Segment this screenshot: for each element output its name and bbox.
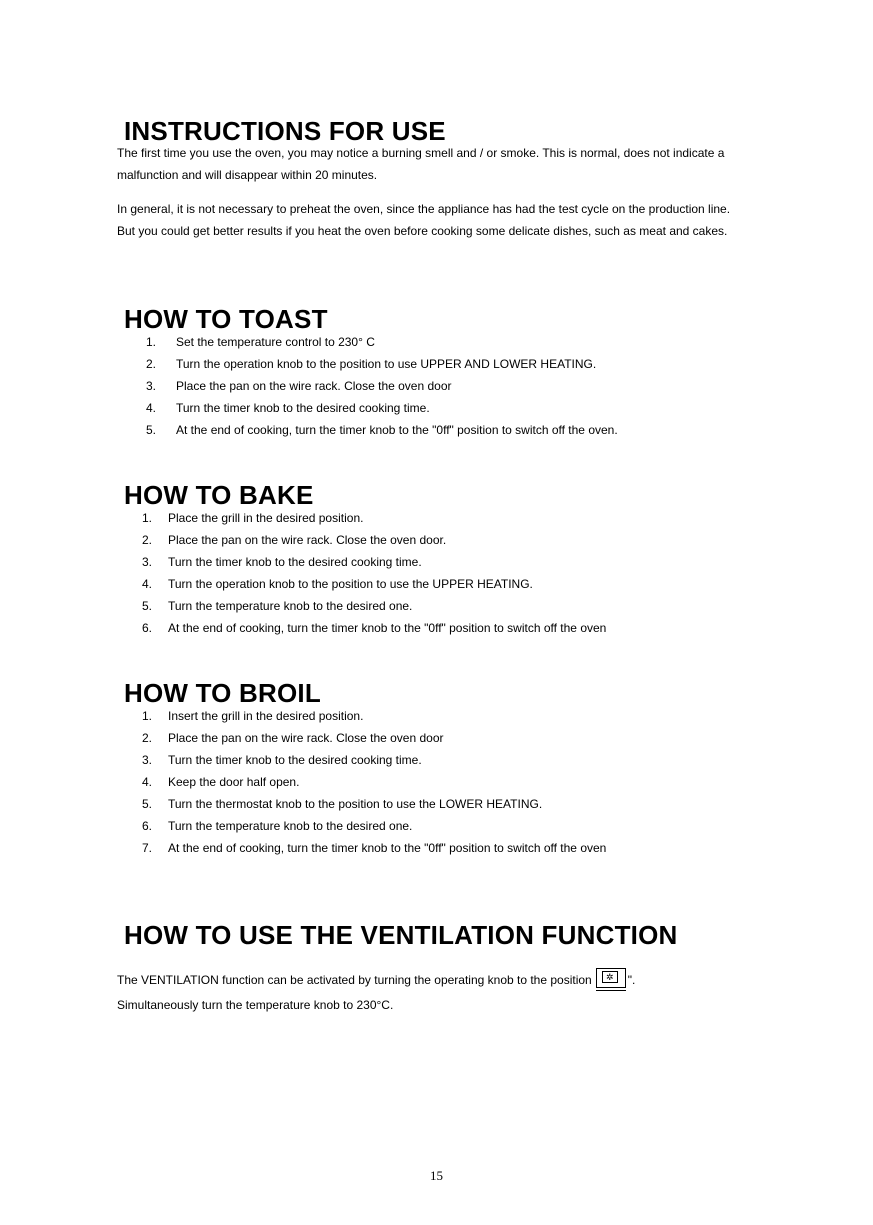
step-number: 6. [142, 621, 153, 635]
step-number: 3. [142, 555, 153, 569]
page-number: 15 [430, 1168, 443, 1183]
step-text: Set the temperature control to 230° C [176, 335, 375, 349]
step-number: 2. [142, 533, 153, 547]
ventilation-line1 [117, 968, 635, 988]
step-text: At the end of cooking, turn the timer knob to the "0ff" position to switch off the oven [168, 621, 607, 635]
step-text: Place the pan on the wire rack. Close the oven door [176, 379, 452, 393]
step-text: Turn the temperature knob to the desired one. [168, 819, 413, 833]
step-text: Keep the door half open. [168, 775, 300, 789]
step-text: Turn the timer knob to the desired cooking time. [168, 753, 422, 767]
instructions-para1-line2: malfunction and will disappear within 20 minutes. [117, 168, 378, 182]
fan-glyph: ✲ [602, 971, 618, 983]
step-text: Place the pan on the wire rack. Close the oven door. [168, 533, 447, 547]
instructions-para2-line2: But you could get better results if you heat the oven before cooking some delicate dishes, such as meat and cakes. [117, 224, 728, 238]
step-text: Turn the temperature knob to the desired one. [168, 599, 413, 613]
step-number: 2. [146, 357, 157, 371]
step-number: 7. [142, 841, 153, 855]
step-text: At the end of cooking, turn the timer knob to the "0ff" position to switch off the oven [168, 841, 607, 855]
ventilation-line2: Simultaneously turn the temperature knob to 230°C. [117, 998, 394, 1012]
step-number: 5. [142, 797, 153, 811]
step-text: Place the grill in the desired position. [168, 511, 364, 525]
step-number: 6. [142, 819, 153, 833]
step-text: Turn the timer knob to the desired cooking time. [176, 401, 430, 415]
step-number: 5. [142, 599, 153, 613]
step-number: 4. [142, 775, 153, 789]
ventilation-title: HOW TO USE THE VENTILATION FUNCTION [124, 920, 678, 950]
toast-title: HOW TO TOAST [124, 304, 328, 334]
step-text: Place the pan on the wire rack. Close the oven door [168, 731, 444, 745]
step-number: 4. [142, 577, 153, 591]
broil-title: HOW TO BROIL [124, 678, 321, 708]
step-text: Turn the operation knob to the position to use UPPER AND LOWER HEATING. [176, 357, 597, 371]
step-text: Turn the operation knob to the position to use the UPPER HEATING. [168, 577, 533, 591]
step-number: 5. [146, 423, 157, 437]
step-text: Turn the thermostat knob to the position to use the LOWER HEATING. [168, 797, 543, 811]
step-number: 3. [146, 379, 157, 393]
fan-symbol-icon [596, 968, 626, 988]
step-text: At the end of cooking, turn the timer knob to the "0ff" position to switch off the oven. [176, 423, 618, 437]
step-number: 3. [142, 753, 153, 767]
instructions-para2-line1: In general, it is not necessary to preheat the oven, since the appliance has had the test cycle on the production line. [117, 202, 731, 216]
step-number: 2. [142, 731, 153, 745]
ventilation-line1-text: The VENTILATION function can be activated by turning the operating knob to the position [117, 973, 592, 987]
step-text: Turn the timer knob to the desired cooking time. [168, 555, 422, 569]
step-number: 1. [142, 709, 153, 723]
step-text: Insert the grill in the desired position. [168, 709, 364, 723]
step-number: 1. [146, 335, 157, 349]
step-number: 1. [142, 511, 153, 525]
bake-title: HOW TO BAKE [124, 480, 314, 510]
instructions-para1-line1: The first time you use the oven, you may notice a burning smell and / or smoke. This is normal, does not indicate a [117, 146, 725, 160]
instructions-title: INSTRUCTIONS FOR USE [124, 116, 446, 146]
ventilation-line1-end: ". [627, 973, 636, 987]
step-number: 4. [146, 401, 157, 415]
